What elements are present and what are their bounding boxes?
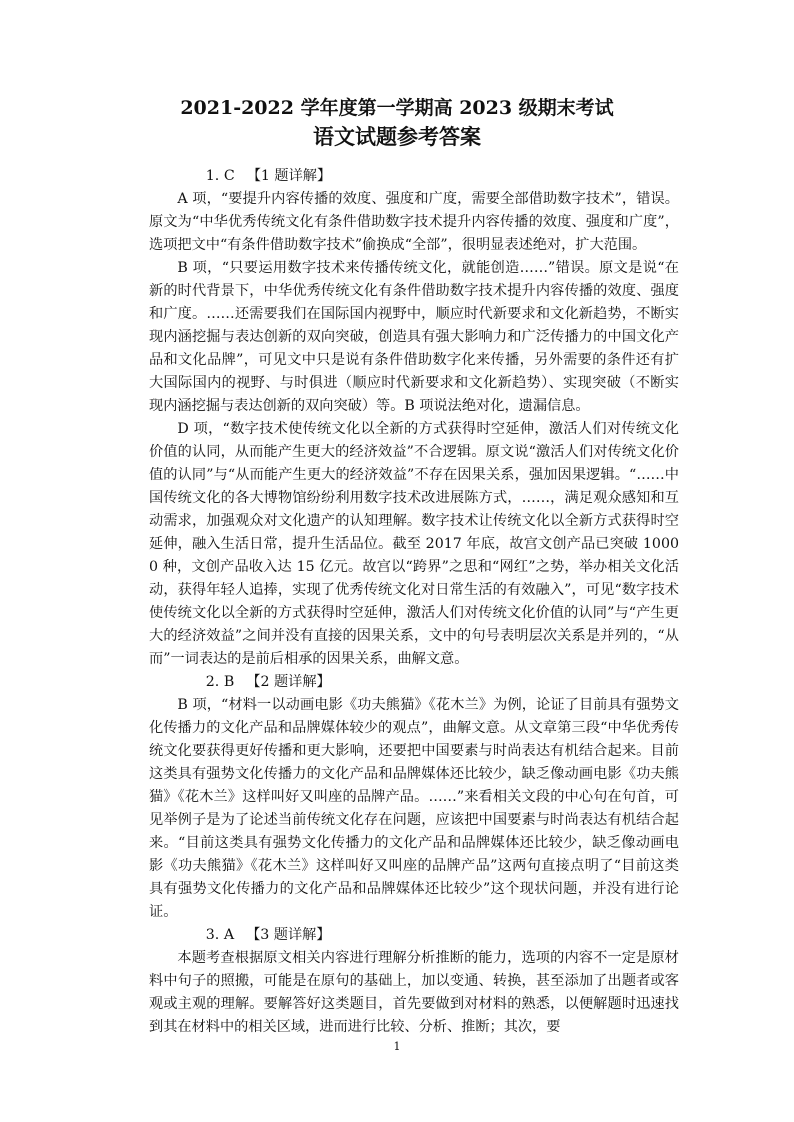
question-1-paragraph-a: A 项，“要提升内容传播的效度、强度和广度，需要全部借助数字技术”，错误。原文为“中华优秀传统文化有条件借助数字技术提升内容传播的效度、强度和广度”，选项把文中“有条件借助数字技术”偷换成“全部”，很明显表述绝对，扩大范围。: [149, 191, 679, 253]
question-1-tag: 【1 题详解】: [246, 168, 332, 184]
question-1-paragraph-b: B 项，“只要运用数字技术来传播传统文化，就能创造……”错误。原文是说“在新的时代背景下，中华优秀传统文化有条件借助数字技术提升内容传播的效度、强度和广度。……还需要我们在国际国内视野中，顺应时代新要求和文化新趋势，不断实现内涵挖掘与表达创新的双向突破，创造具有强大影响力和广泛传播力的中国文化产品和文化品牌”，可见文中只是说有条件借助数字化来传播，另外需要的条件还有扩大国际国内的视野、与时俱进（顺应时代新要求和文化新趋势）、实现突破（不断实现内涵挖掘与表达创新的双向突破）等。B 项说法绝对化，遗漏信息。: [149, 260, 679, 414]
question-2-paragraph-b: B 项，“材料一以动画电影《功夫熊猫》《花木兰》为例，论证了目前具有强势文化传播力的文化产品和品牌媒体较少的观点”，曲解文意。从文章第三段“中华优秀传统文化要获得更好传播和更大影响，还要把中国要素与时尚表达有机结合起来。目前这类具有强势文化传播力的文化产品和品牌媒体还比较少，缺乏像动画电影《功夫熊猫》《花木兰》这样叫好又叫座的品牌产品。……”来看相关文段的中心句在句首，可见举例子是为了论述当前传统文化存在问题，应该把中国要素与时尚表达有机结合起来。“目前这类具有强势文化传播力的文化产品和品牌媒体还比较少，缺乏像动画电影《功夫熊猫》《花木兰》这样叫好又叫座的品牌产品”这两句直接点明了“目前这类具有强势文化传播力的文化产品和品牌媒体还比较少”这个现状问题，并没有进行论证。: [149, 697, 679, 920]
document-body: [149, 165, 679, 1039]
question-3-paragraph: 本题考查根据原文相关内容进行理解分析推断的能力，选项的内容不一定是原材料中句子的照搬，可能是在原句的基础上，加以变通、转换，甚至添加了出题者或客观或主观的理解。要解答好这类题目，首先要做到对材料的熟悉，以便解题时迅速找到其在材料中的相关区域，进而进行比较、分析、推断；其次，要: [149, 950, 679, 1035]
page-number: 1: [393, 1040, 401, 1053]
question-1-header: [149, 165, 679, 188]
question-2-header: [149, 671, 679, 694]
question-1-paragraph-d: D 项，“数字技术使传统文化以全新的方式获得时空延伸，激活人们对传统文化价值的认同，从而能产生更大的经济效益”不合逻辑。原文说“激活人们对传统文化价值的认同”与“从而能产生更大的经济效益”不存在因果关系，强加因果逻辑。“……中国传统文化的各大博物馆纷纷利用数字技术改进展陈方式，……，满足观众感知和互动需求，加强观众对文化遗产的认知理解。数字技术让传统文化以全新方式获得时空延伸，融入生活日常，提升生活品位。截至 2017 年底，故宫文创产品已突破 10000 种，文创产品收入达 15 亿元。故宫以“跨界”之思和“网红”之势，举办相关文化活动，获得年轻人追捧，实现了优秀传统文化对日常生活的有效融入”，可见“数字技术使传统文化以全新的方式获得时空延伸，激活人们对传统文化价值的认同”与“产生更大的经济效益”之间并没有直接的因果关系，文中的句号表明层次关系是并列的，“从而”一词表达的是前后相承的因果关系，曲解文意。: [149, 421, 679, 667]
answer-key-title: 语文试题参考答案: [313, 124, 481, 149]
question-2-tag: 【2 题详解】: [246, 674, 331, 690]
question-2-answer: 2. B: [205, 674, 235, 690]
question-3-header: [149, 924, 679, 947]
question-3-tag: 【3 题详解】: [246, 927, 331, 943]
exam-title: 2021-2022 学年度第一学期高 2023 级期末考试: [180, 97, 614, 119]
question-3-answer: 3. A: [205, 927, 235, 943]
question-1-answer: 1. C: [205, 168, 235, 184]
